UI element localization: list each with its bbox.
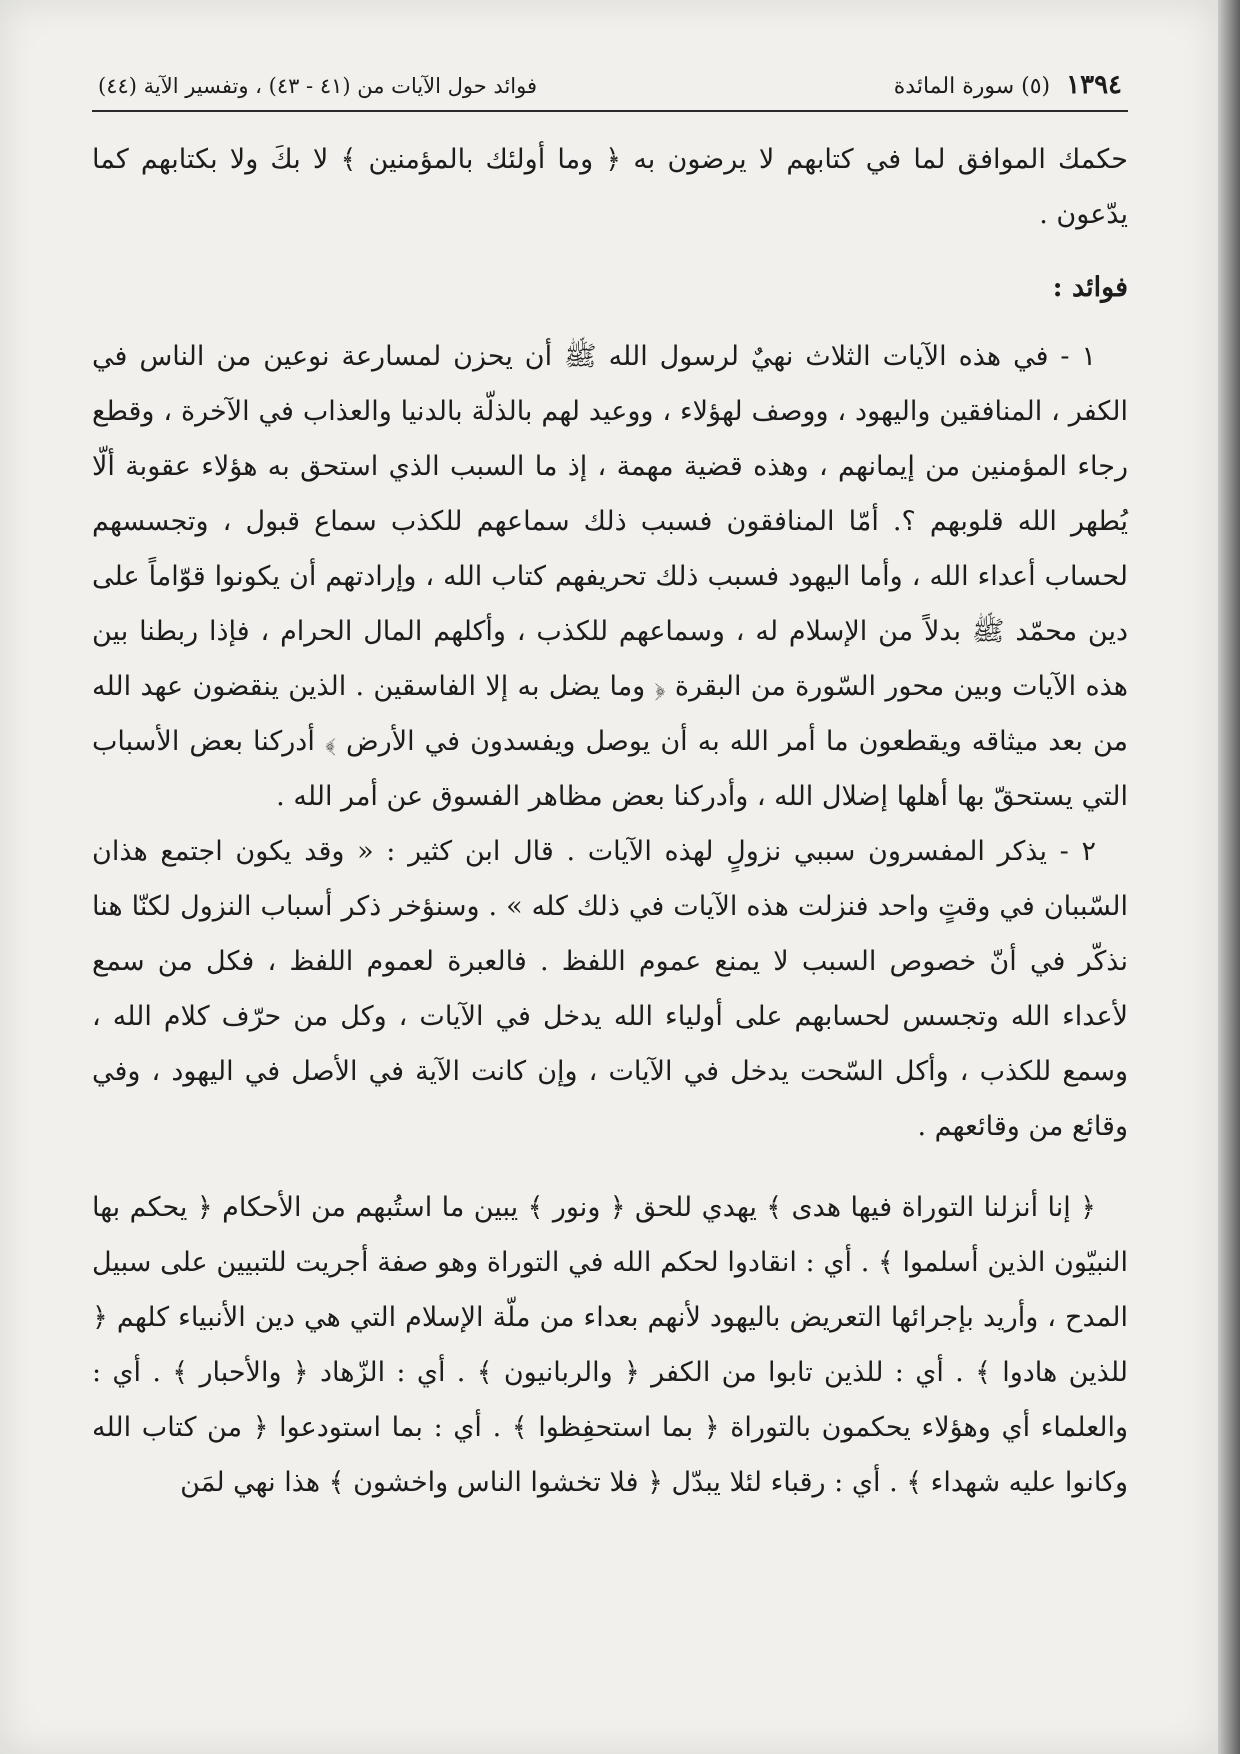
section-title: فوائد حول الآيات من (٤١ - ٤٣) ، وتفسير الآية (٤٤) (98, 74, 538, 98)
benefit-2-paragraph: ٢ - يذكر المفسرون سببي نزولٍ لهذه الآيات . قال ابن كثير : « وقد يكون اجتمع هذان السّببان في وقتٍ واحد فنزلت هذه الآيات في ذلك كله » . وسنؤخر ذكر أسباب النزول لكنّا هنا نذكّر في أنّ خصوص السبب لا يمنع عموم اللفظ . فالعبرة لعموم اللفظ ، فكل من سمع لأعداء الله وتجسس لحسابهم على أولياء الله يدخل في الآيات ، وكل من حرّف كلام الله ، وسمع للكذب ، وأكل السّحت يدخل في الآيات ، وإن كانت الآية في الأصل في اليهود ، وفي وقائع من وقائعهم . (92, 836, 1128, 1142)
header-right (894, 70, 1122, 100)
page-edge-shadow (1218, 0, 1240, 1754)
page-number: ١٣٩٤ (1066, 70, 1122, 100)
page-content (92, 64, 1128, 1510)
benefit-1-paragraph: ١ - في هذه الآيات الثلاث نهيٌ لرسول الله ﷺ أن يحزن لمسارعة نوعين من الناس في الكفر ، المنافقين واليهود ، ووصف لهؤلاء ، ووعيد لهم بالذلّة بالدنيا والعذاب في الآخرة ، وقطع رجاء المؤمنين من إيمانهم ، وهذه قضية مهمة ، إذ ما السبب الذي استحق به هؤلاء عقوبة ألّا يُطهر الله قلوبهم ؟. أمّا المنافقون فسبب ذلك سماعهم للكذب سماع قبول ، وتجسسهم لحساب أعداء الله ، وأما اليهود فسبب ذلك تحريفهم كتاب الله ، وإرادتهم أن يكونوا قوّاماً على دين محمّد ﷺ بدلاً من الإسلام له ، وسماعهم للكذب ، وأكلهم المال الحرام ، فإذا ربطنا بين هذه الآيات وبين محور السّورة من البقرة ﴿ وما يضل به إلا الفاسقين . الذين ينقضون عهد الله من بعد ميثاقه ويقطعون ما أمر الله به أن يوصل ويفسدون في الأرض ﴾ أدركنا بعض الأسباب التي يستحقّ بها أهلها إضلال الله ، وأدركنا بعض مظاهر الفسوق عن أمر الله . (92, 341, 1128, 812)
benefits-heading: فوائد : (1052, 272, 1128, 303)
opening-paragraph: حكمك الموافق لما في كتابهم لا يرضون به ﴿ وما أولئك بالمؤمنين ﴾ لا بكَ ولا بكتابهم كما يدّعون . (92, 144, 1128, 230)
surah-label: (٥) سورة المائدة (893, 74, 1051, 99)
tafsir-paragraph: ﴿ إنا أنزلنا التوراة فيها هدى ﴾ يهدي للحق ﴿ ونور ﴾ يبين ما استُبهم من الأحكام ﴿ يحكم بها النبيّون الذين أسلموا ﴾ . أي : انقادوا لحكم الله في التوراة وهو صفة أجريت للتبيين على سبيل المدح ، وأريد بإجرائها التعريض باليهود لأنهم بعداء من ملّة الإسلام التي هي دين الأنبياء كلهم ﴿ للذين هادوا ﴾ . أي : للذين تابوا من الكفر ﴿ والربانيون ﴾ . أي : الزّهاد ﴿ والأحبار ﴾ . أي : والعلماء أي وهؤلاء يحكمون بالتوراة ﴿ بما استحفِظوا ﴾ . أي : بما استودعوا ﴿ من كتاب الله وكانوا عليه شهداء ﴾ . أي : رقباء لئلا يبدّل ﴿ فلا تخشوا الناس واخشون ﴾ هذا نهي لمَن (92, 1192, 1128, 1498)
running-header (92, 64, 1128, 112)
